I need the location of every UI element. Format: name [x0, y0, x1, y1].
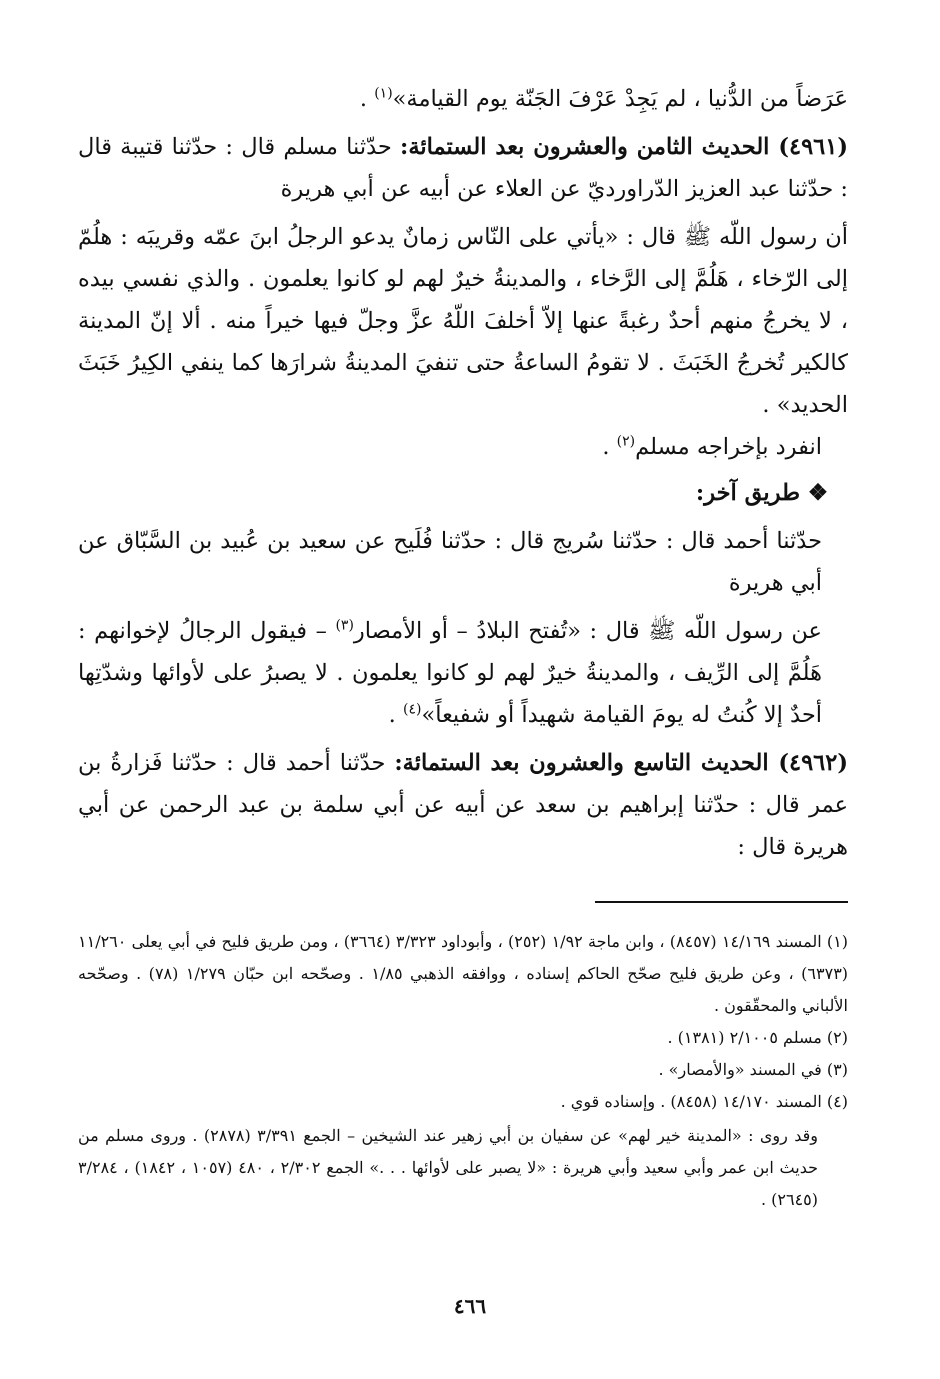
- footnotes: [78, 926, 848, 1216]
- footnote-ref-4[interactable]: (٤): [402, 701, 422, 718]
- footnote-3: (٣) في المسند «والأمصار» .: [658, 1060, 848, 1079]
- footnote-ref-3[interactable]: (٣): [335, 617, 354, 634]
- hadith-4961-title: (٤٩٦١) الحديث الثامن والعشرون بعد الستمائة:: [400, 134, 848, 160]
- hadith-4961-isnad: (٤٩٦١) الحديث الثامن والعشرون بعد الستمائة: حدّثنا مسلم قال : حدّثنا قتيبة قال : حدّثنا عبد العزيز الدّراورديّ عن العلاء عن أبيه عن أبي هريرة: [78, 134, 848, 202]
- footnote-ref-2[interactable]: (٢): [616, 433, 636, 450]
- hadith-4961-takhrij: انفرد بإخراجه مسلم$^{(٢)}$ .: [602, 433, 822, 460]
- another-route-heading: ❖ طريق آخر:: [695, 480, 828, 506]
- hadith-4962-isnad: (٤٩٦٢) الحديث التاسع والعشرون بعد الستمائة: حدّثنا أحمد قال : حدّثنا فَزارةُ بن عمر قال : حدّثنا إبراهيم بن سعد عن أبيه عن أبي سلمة بن عبد الرحمن عن أبي هريرة قال :: [78, 750, 848, 860]
- body-text: [78, 78, 848, 868]
- another-route-matn: عن رسول اللّه ﷺ قال : «تُفتح البلادُ – أو الأمصار$^{(٣)}$ – فيقول الرجالُ لإخوانهم : هَلُمَّ إلى الرِّيف ، والمدينةُ خيرٌ لهم لو كانوا يعلمون . لا يصبرُ على لأوائها وشدّتِها أحدٌ إلا كُنتُ له يومَ القيامة شهيداً أو شفيعاً»$^{(٤)}$ .: [78, 617, 822, 728]
- footnote-ref-1[interactable]: (١): [374, 85, 393, 102]
- another-route-isnad: حدّثنا أحمد قال : حدّثنا سُريج قال : حدّثنا فُلَيح عن سعيد بن عُبيد بن السَّبّاق عن أبي هريرة: [78, 528, 822, 596]
- footnote-1: (١) المسند ١٤/١٦٩ (٨٤٥٧) ، وابن ماجة ١/٩٢ (٢٥٢) ، وأبوداود ٣/٣٢٣ (٣٦٦٤) ، ومن طريق فليح في أبي يعلى ١١/٢٦٠ (٦٣٧٣) ، وعن طريق فليح صحّح الحاكم إسناده ، ووافقه الذهبي ١/٨٥ . وصحّحه ابن حبّان ١/٢٧٩ (٧٨) . وصحّحه الألباني والمحقّقون .: [78, 932, 849, 1015]
- footnote-separator: [595, 901, 848, 903]
- footnote-2: (٢) مسلم ٢/١٠٠٥ (١٣٨١) .: [667, 1028, 848, 1047]
- hadith-4961-matn: أن رسول اللّه ﷺ قال : «يأتي على النّاس زمانٌ يدعو الرجلُ ابنَ عمّه وقريبَه : هلُمّ إلى الرّخاء ، هَلُمَّ إلى الرَّخاء ، والمدينةُ خيرٌ لهم لو كانوا يعلمون . والذي نفسي بيده ، لا يخرجُ منهم أحدٌ رغبةً عنها إلاّ أخلفَ اللّهُ عزَّ وجلّ فيها خيراً منه . ألا إنّ المدينة كالكير تُخرجُ الخَبَثَ . لا تقومُ الساعةُ حتى تنفيَ المدينةُ شرارَها كما ينفي الكِيرُ خَبَثَ الحديد» .: [78, 224, 848, 418]
- hadith-4962-title: (٤٩٦٢) الحديث التاسع والعشرون بعد الستمائة:: [394, 750, 848, 776]
- previous-hadith-ending: عَرَضاً من الدُّنيا ، لم يَجِدْ عَرْفَ الجَنّة يوم القيامة»$^{(١)}$ .: [359, 85, 848, 112]
- page-number: ٤٦٦: [453, 1294, 487, 1318]
- footnote-4: (٤) المسند ١٤/١٧٠ (٨٤٥٨) . وإسناده قوي .: [560, 1092, 848, 1111]
- footnote-4-continuation: وقد روى : «المدينة خير لهم» عن سفيان بن أبي زهير عند الشيخين – الجمع ٣/٣٩١ (٢٨٧٨) . وروى مسلم من حديث ابن عمر وأبي سعيد وأبي هريرة : «لا يصبر على لأوائها . . .» الجمع ٢/٣٠٢ ، ٤٨٠ (١٠٥٧ ، ١٨٤٢) ، ٣/٢٨٤ (٢٦٤٥) .: [78, 1126, 819, 1209]
